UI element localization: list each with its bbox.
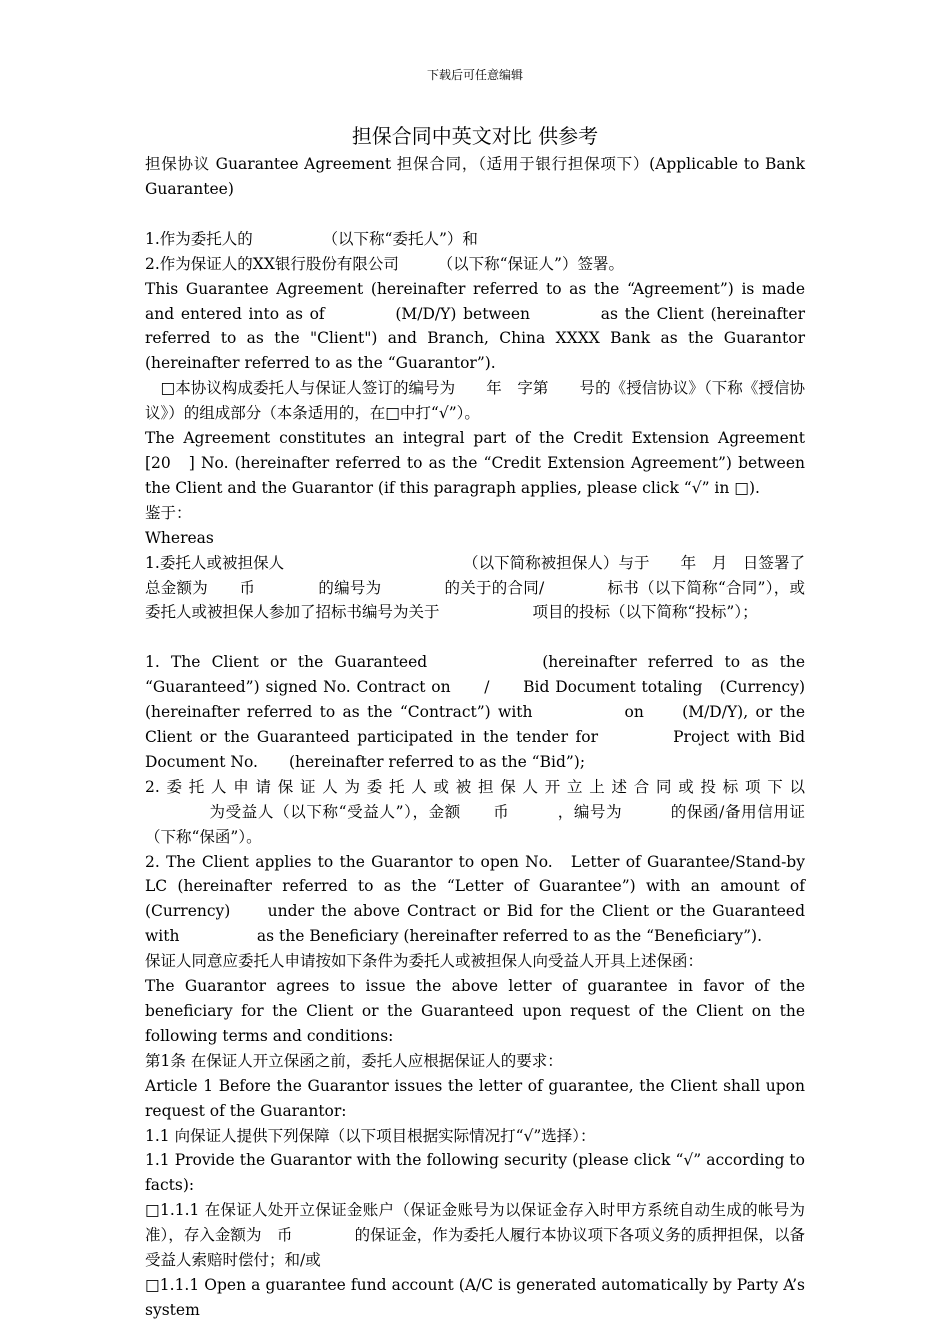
paragraph: The Guarantor agrees to issue the above letter of guarantee in favor of the beneficiary for the Client or the Guaranteed upon request of the Client on the following terms and conditions: [145,977,805,1045]
paragraph: □1.1.1 在保证人处开立保证金账户（保证金账号为以保证金存入时甲方系统自动生成的帐号为准），存入金额为 币 的保证金，作为委托人履行本协议项下各项义务的质押担保，以备受益人索赔时偿付；和/或 [145,1201,805,1270]
paragraph: 1.1 向保证人提供下列保障（以下项目根据实际情况打“√”选择）： [145,1126,596,1145]
paragraph: 担保协议 Guarantee Agreement 担保合同，（适用于银行担保项下）(Applicable to Bank Guarantee) [145,155,805,198]
paragraph: 1.1 Provide the Guarantor with the following security (please click “√” according to facts): [145,1151,805,1195]
paragraph: 1.委托人或被担保人 （以下简称被担保人）与于 年 月 日签署了总金额为 币 的编号为 的关于的合同/ 标书（以下简称“合同”），或委托人或被担保人参加了招标书编号为关于 项目的投标（以下简称“投标”）； [145,553,805,622]
paragraph: 2.委托人申请保证人为委托人或被担保人开立上述合同或投标项下以 [145,777,805,796]
paragraph: 保证人同意应委托人申请按如下条件为委托人或被担保人向受益人开具上述保函： [145,952,704,971]
page-header: 下载后可任意编辑 [426,68,523,82]
paragraph: 第1条 在保证人开立保函之前，委托人应根据保证人的要求： [145,1051,563,1070]
paragraph: This Guarantee Agreement (hereinafter referred to as the “Agreement”) is made and entered into as of (M/D/Y) between as the Client (hereinafter referred to as the "Client") and Branch, China XXXX Bank as the Guarantor (hereinafter referred to as the “Guarantor”). [145,279,805,373]
paragraph: □1.1.1 Open a guarantee fund account (A/C is generated automatically by Party A’s system [145,1275,805,1319]
paragraph: 鉴于： [145,503,192,522]
paragraph: 1. The Client or the Guaranteed (hereinafter referred to as the “Guaranteed”) signed No. Contract on / Bid Document totaling (Currency) (hereinafter referred to as the “Contract”) with on (M/D/Y), or the Client or the Guaranteed participated in the tender for Project with Bid Document No. (hereinafter referred to as the “Bid”); [145,653,852,771]
paragraph: Article 1 Before the Guarantor issues the letter of guarantee, the Client shall upon request of the Guarantor: [145,1076,805,1120]
paragraph: 2. The Client applies to the Guarantor to open No. Letter of Guarantee/Stand-by LC (hereinafter referred to as the “Letter of Guarantee”) with an amount of (Currency) under the above Contract or Bid for the Client or the Guaranteed with as the Beneficiary (hereinafter referred to as the “Beneficiary”). [145,852,837,946]
paragraph: Whereas [145,528,214,547]
paragraph: The Agreement constitutes an integral part of the Credit Extension Agreement [20 ] No. (hereinafter referred to as the “Credit Extension Agreement”) between the Client and the Guarantor (if this paragraph applies, please click “√” in □). [145,429,805,497]
paragraph: 2.作为保证人的XX银行股份有限公司 （以下称“保证人”）签署。 [145,254,624,273]
paragraph: 为受益人（以下称“受益人”），金额 币 ，编号为 的保函/备用信用证（下称“保函”）。 [145,802,805,846]
document-title: 担保合同中英文对比 供参考 [351,124,599,148]
paragraph-list [145,152,852,1323]
paragraph: 1.作为委托人的 （以下称“委托人”）和 [145,229,478,248]
document-body [145,122,852,1323]
blank-line [145,625,805,650]
blank-line [145,202,805,227]
paragraph: □本协议构成委托人与保证人签订的编号为 年 字第 号的《授信协议》（下称《授信协议》）的组成部分（本条适用的，在□中打“√”）。 [145,379,805,423]
